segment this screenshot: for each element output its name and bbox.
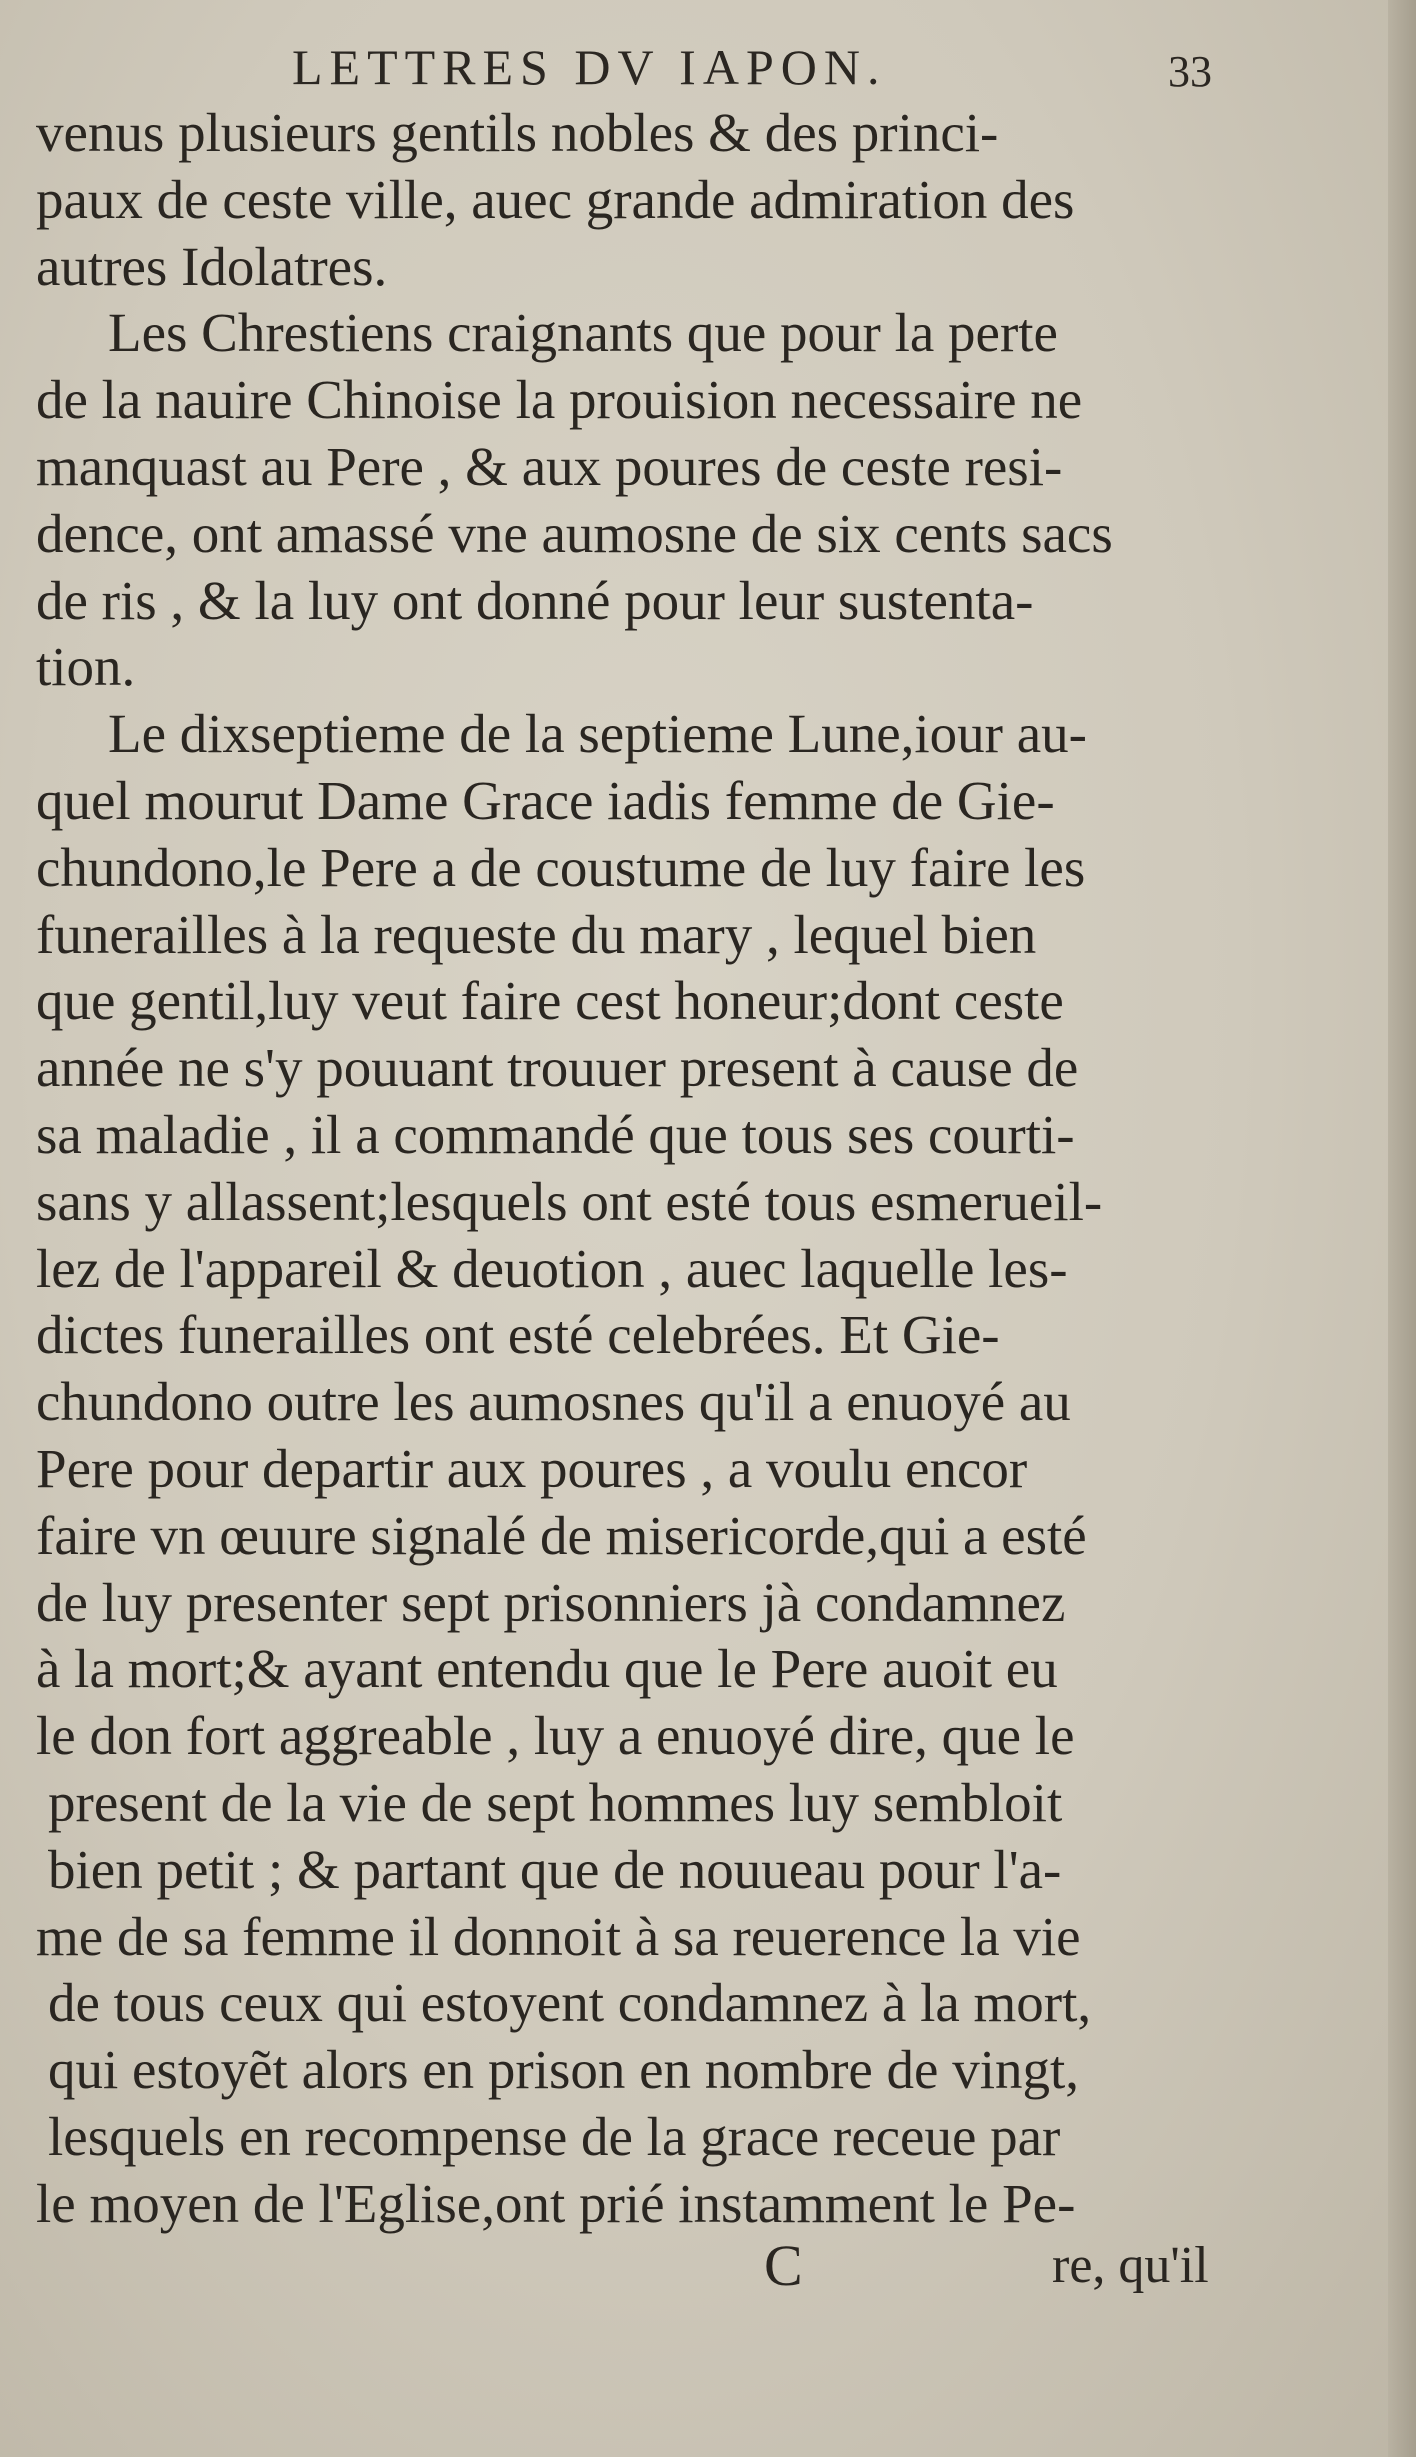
text-line: de luy presenter sept prisonniers jà condamnez: [36, 1571, 1066, 1633]
text-line: tion.: [36, 636, 136, 698]
text-line: que gentil,luy veut faire cest honeur;dont ceste: [36, 970, 1064, 1032]
text-line: chundono,le Pere a de coustume de luy faire les: [36, 836, 1086, 898]
text-line: de ris , & la luy ont donné pour leur sustenta-: [36, 569, 1034, 631]
text-line: chundono outre les aumosnes qu'il a enuoyé au: [36, 1371, 1071, 1433]
text-line: à la mort;& ayant entendu que le Pere auoit eu: [36, 1638, 1058, 1700]
running-title: LETTRES DV IAPON.: [292, 39, 887, 95]
text-line: lez de l'appareil & deuotion , auec laquelle les-: [36, 1237, 1068, 1299]
text-line: de tous ceux qui estoyent condamnez à la mort,: [48, 1972, 1092, 2034]
text-line: manquast au Pere , & aux poures de ceste resi-: [36, 435, 1063, 497]
text-line: sa maladie , il a commandé que tous ses courti-: [36, 1103, 1075, 1165]
text-line: sans y allassent;lesquels ont esté tous esmerueil-: [36, 1170, 1103, 1232]
page-footer: [0, 2232, 1416, 2312]
page-number: 33: [1168, 47, 1212, 96]
text-line: le moyen de l'Eglise,ont prié instamment le Pe-: [36, 2172, 1076, 2234]
text-line: dence, ont amassé vne aumosne de six cents sacs: [36, 502, 1113, 564]
text-line: lesquels en recompense de la grace receue par: [48, 2105, 1061, 2167]
text-line: dictes funerailles ont esté celebrées. Et Gie-: [36, 1304, 1000, 1366]
paragraph: [36, 701, 1236, 2237]
page-header: [0, 38, 1416, 108]
page-edge: [1388, 0, 1416, 2457]
text-line: de la nauire Chinoise la prouision necessaire ne: [36, 369, 1083, 431]
catchword: re, qu'il: [1052, 2237, 1209, 2294]
text-line: funerailles à la requeste du mary , lequel bien: [36, 903, 1037, 965]
text-line: le don fort aggreable , luy a enuoyé dire, que le: [36, 1705, 1075, 1767]
text-line: me de sa femme il donnoit à sa reuerence la vie: [36, 1905, 1081, 1967]
text-line: present de la vie de sept hommes luy sembloit: [48, 1771, 1063, 1833]
text-line: Pere pour departir aux poures , a voulu encor: [36, 1437, 1028, 1499]
paragraph: [36, 100, 1236, 300]
text-line: quel mourut Dame Grace iadis femme de Gie-: [36, 769, 1055, 831]
text-line: paux de ceste ville, auec grande admiration des: [36, 168, 1075, 230]
text-line: venus plusieurs gentils nobles & des princi-: [36, 102, 999, 163]
text-line: qui estoyẽt alors en prison en nombre de vingt,: [48, 2039, 1080, 2101]
paragraph: [36, 300, 1236, 701]
text-line: faire vn œuure signalé de misericorde,qui a esté: [36, 1504, 1087, 1566]
text-line: Le dixseptieme de la septieme Lune,iour au-: [108, 703, 1087, 765]
text-line: bien petit ; & partant que de nouueau pour l'a-: [48, 1838, 1062, 1900]
body-text: [36, 100, 1236, 2238]
text-line: autres Idolatres.: [36, 235, 388, 297]
text-line: année ne s'y pouuant trouuer present à cause de: [36, 1037, 1079, 1099]
text-line: Les Chrestiens craignants que pour la perte: [108, 302, 1058, 364]
signature-mark: C: [764, 2233, 803, 2298]
